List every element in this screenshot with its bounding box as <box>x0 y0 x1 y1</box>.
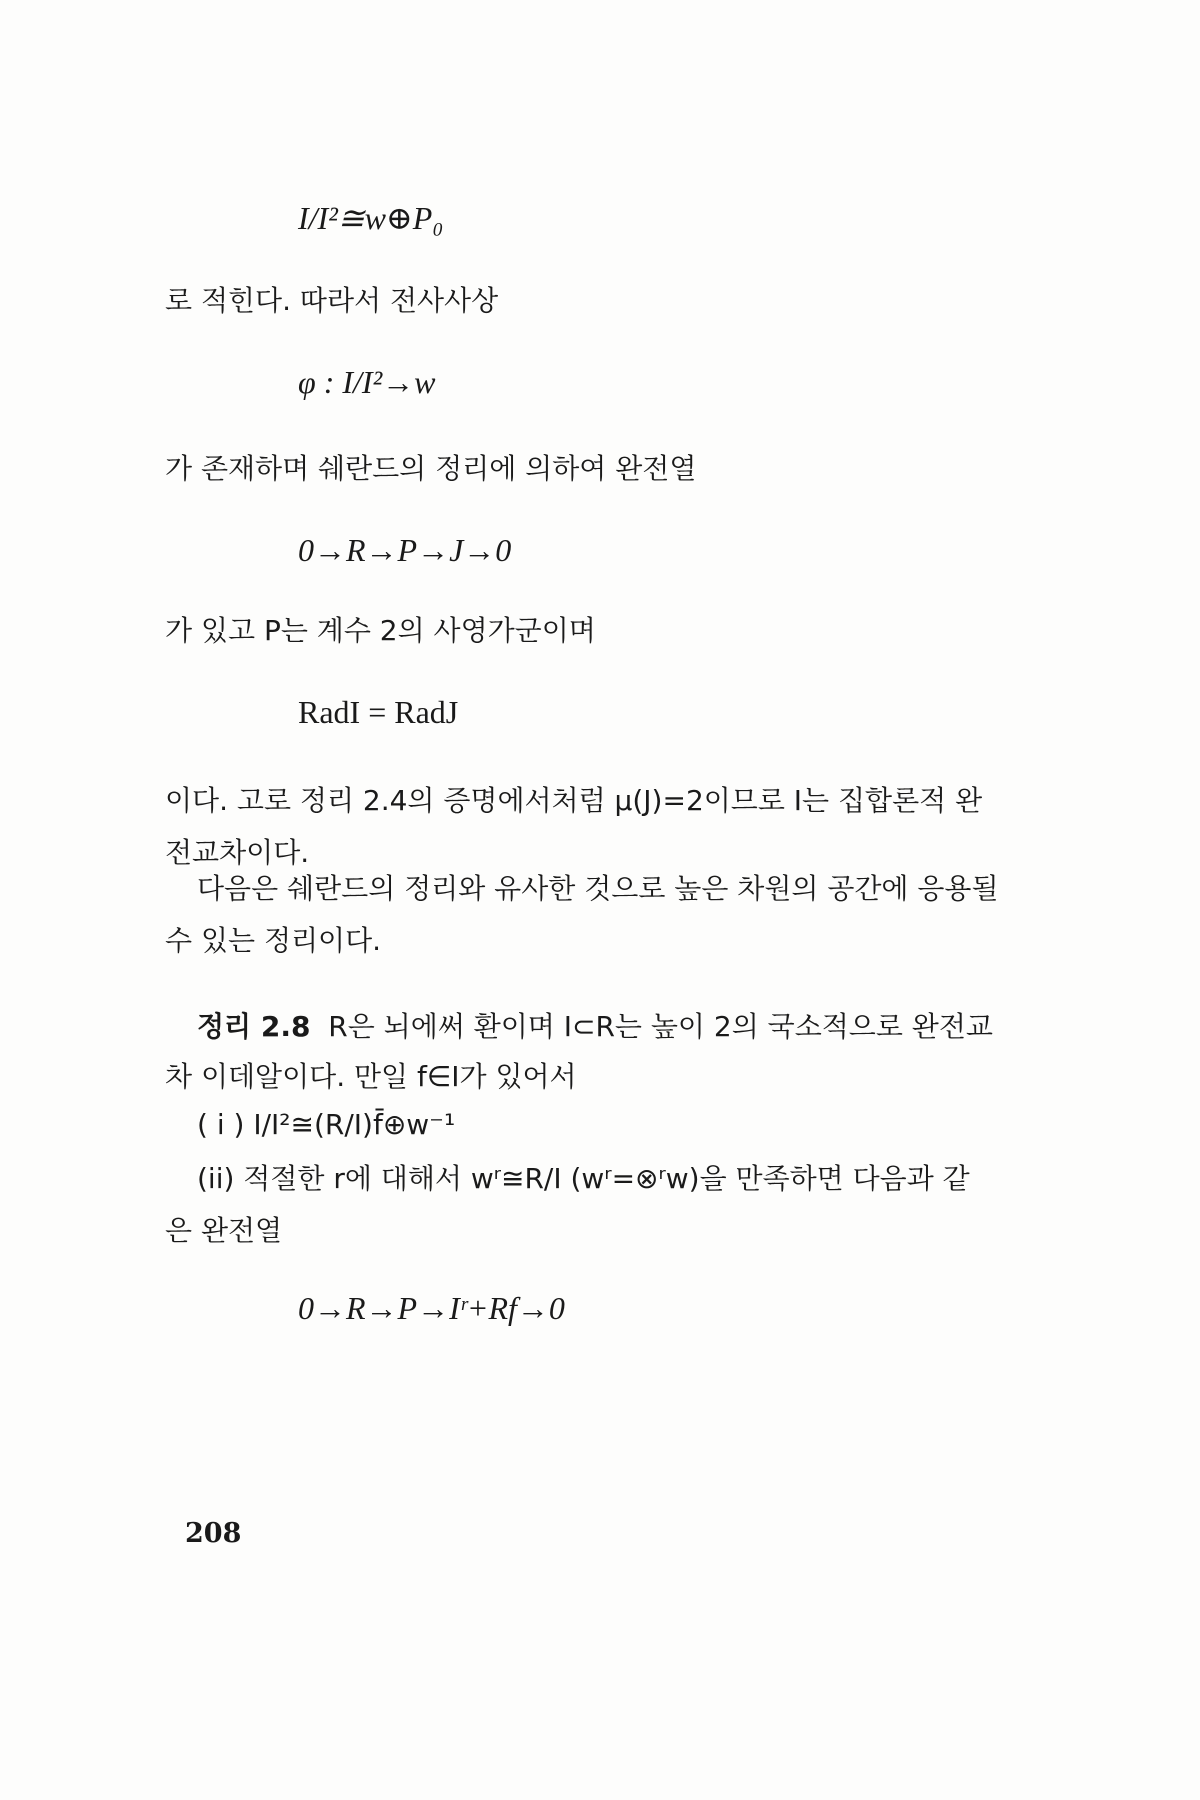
text-line: 차 이데알이다. 만일 f∈I가 있어서 <box>165 1060 577 1093</box>
formula-surjection: φ : I/I²→w <box>298 364 436 400</box>
text-line: 이다. 고로 정리 2.4의 증명에서처럼 μ(J)=2이므로 I는 집합론적 완 <box>165 784 983 817</box>
text-line: 가 있고 P는 계수 2의 사영가군이며 <box>165 614 596 647</box>
page-number: 208 <box>185 1518 242 1549</box>
theorem-text: R은 뇌에써 환이며 I⊂R는 높이 2의 국소적으로 완전교 <box>328 1010 993 1043</box>
text-line: 다음은 쉐란드의 정리와 유사한 것으로 높은 차원의 공간에 응용될 <box>197 872 999 905</box>
formula-radical: RadI = RadJ <box>298 694 459 730</box>
text-line: 전교차이다. <box>165 836 310 869</box>
text-line: 은 완전열 <box>165 1214 283 1247</box>
text-line: 수 있는 정리이다. <box>165 924 382 957</box>
theorem-label: 정리 2.8 <box>197 1010 311 1043</box>
formula-exact-sequence: 0→R→P→Iʳ+Rf→0 <box>298 1290 565 1326</box>
formula-exact-sequence: 0→R→P→J→0 <box>298 532 512 568</box>
text-line: 로 적힌다. 따라서 전사사상 <box>165 284 499 317</box>
text-line: 가 존재하며 쉐란드의 정리에 의하여 완전열 <box>165 452 697 485</box>
formula-quotient: I/I²≅w⊕P₀ <box>298 200 444 236</box>
condition-item: (ii) 적절한 r에 대해서 wʳ≅R/I (wʳ=⊗ʳw)을 만족하면 다음과 같 <box>197 1162 970 1195</box>
condition-item: ( i ) I/I²≅(R/I)f̄⊕w⁻¹ <box>197 1108 456 1141</box>
